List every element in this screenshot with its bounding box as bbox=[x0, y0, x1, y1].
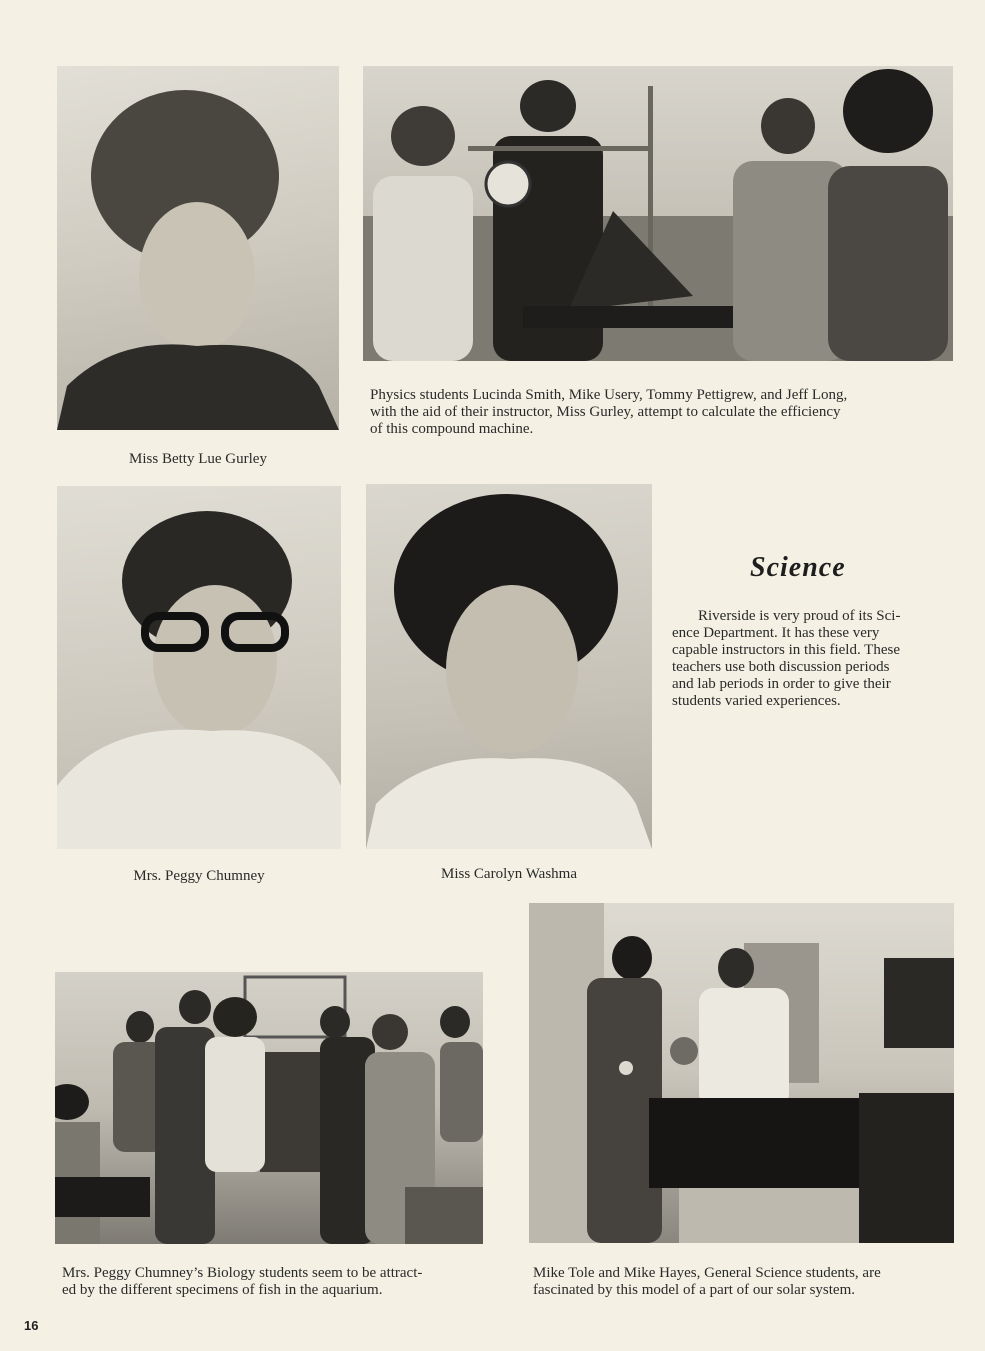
chumney-caption: Mrs. Peggy Chumney bbox=[133, 868, 265, 884]
chumney-portrait-photo bbox=[57, 486, 341, 849]
physics-caption bbox=[370, 387, 960, 438]
general-science-caption bbox=[533, 1265, 963, 1299]
general-science-photo bbox=[529, 903, 954, 1243]
washma-caption: Miss Carolyn Washma bbox=[440, 866, 577, 882]
physics-caption-line-1: Physics students Lucinda Smith, Mike Usery, Tommy Pettigrew, and Jeff Long, bbox=[370, 387, 848, 403]
science-body-line-3: capable instructors in this field. These bbox=[672, 642, 900, 658]
general-science-caption-line-2: fascinated by this model of a part of our solar system. bbox=[533, 1282, 856, 1298]
science-title: Science bbox=[750, 552, 846, 583]
biology-class-photo bbox=[55, 972, 483, 1244]
biology-caption-line-1: Mrs. Peggy Chumney’s Biology students seem to be attract- bbox=[62, 1265, 423, 1281]
physics-lab-photo bbox=[363, 66, 953, 361]
science-body-line-5: and lab periods in order to give their bbox=[672, 676, 891, 692]
biology-caption bbox=[62, 1265, 487, 1299]
gurley-caption: Miss Betty Lue Gurley bbox=[129, 451, 267, 467]
gurley-portrait-photo bbox=[57, 66, 339, 430]
physics-caption-line-2: with the aid of their instructor, Miss Gurley, attempt to calculate the efficiency bbox=[370, 404, 841, 420]
biology-caption-line-2: ed by the different specimens of fish in the aquarium. bbox=[62, 1282, 383, 1298]
science-body-line-6: students varied experiences. bbox=[672, 693, 841, 709]
science-body-line-1: Riverside is very proud of its Sci- bbox=[698, 608, 901, 624]
general-science-caption-line-1: Mike Tole and Mike Hayes, General Science students, are bbox=[533, 1265, 881, 1281]
page-number: 16 bbox=[24, 1318, 39, 1333]
science-body-line-2: ence Department. It has these very bbox=[672, 625, 880, 641]
washma-portrait-photo bbox=[366, 484, 652, 849]
science-body-line-4: teachers use both discussion periods bbox=[672, 659, 890, 675]
physics-caption-line-3: of this compound machine. bbox=[370, 421, 534, 437]
